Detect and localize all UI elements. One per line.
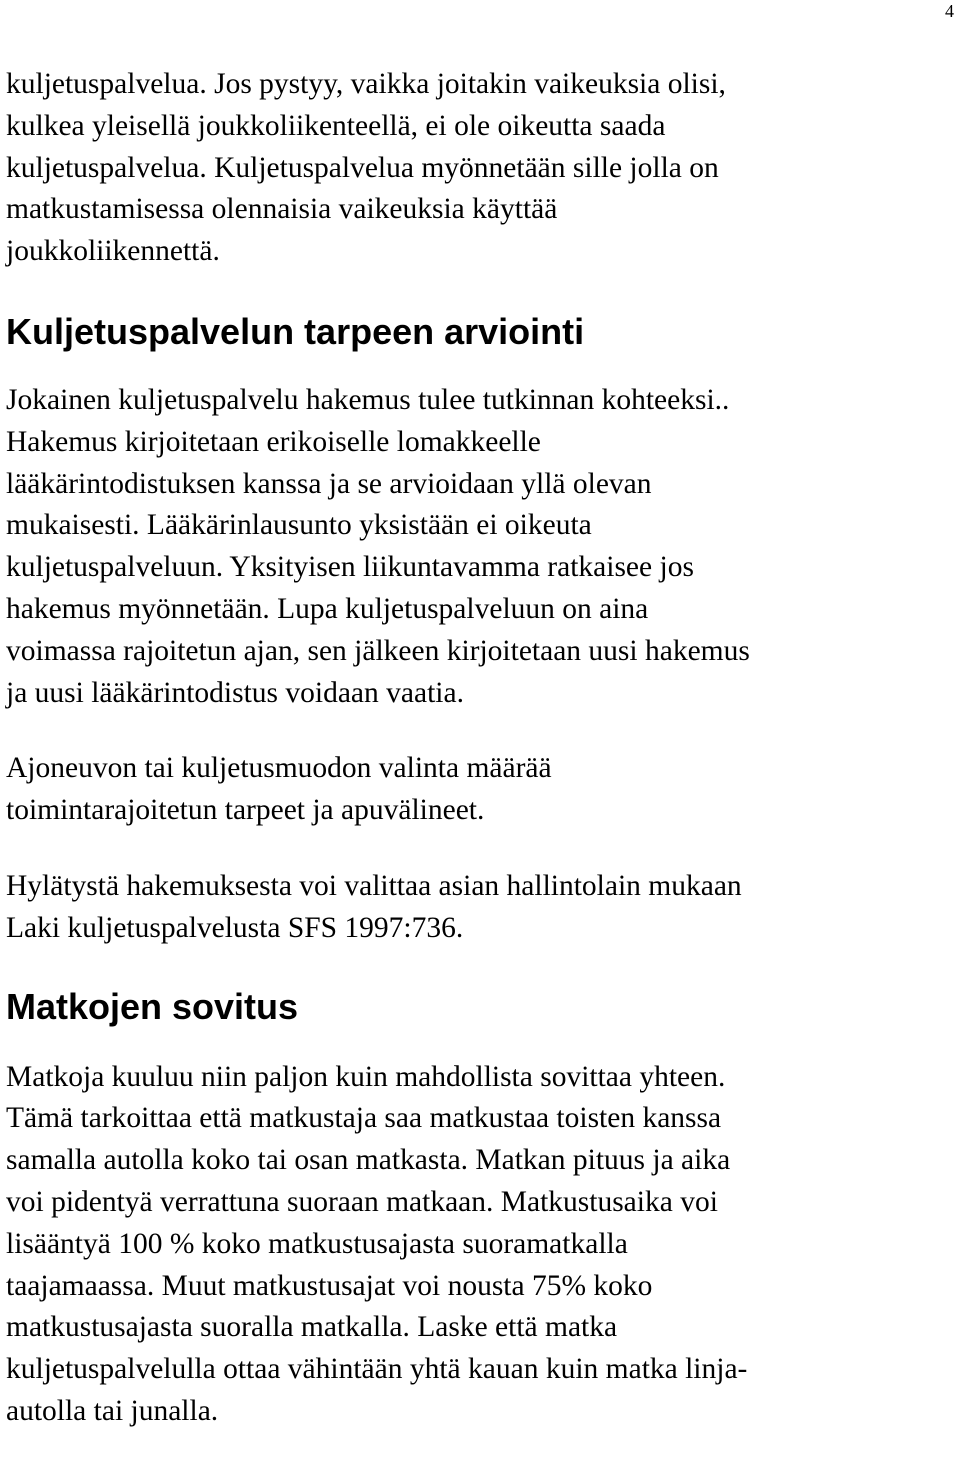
heading-needs-assessment: Kuljetuspalvelun tarpeen arviointi bbox=[6, 310, 585, 352]
document-body bbox=[6, 64, 946, 1433]
appeal-paragraph: Hylätystä hakemuksesta voi valittaa asian hallintolain mukaan Laki kuljetuspalvelusta SFS 1997:736. bbox=[6, 869, 742, 944]
coordination-paragraph: Matkoja kuuluu niin paljon kuin mahdollista sovittaa yhteen. Tämä tarkoittaa että matkustaja saa matkustaa toisten kanssa samalla autolla koko tai osan matkasta. Matkan pituus ja aika voi pidentyä verrattuna suoraan matkaan. Matkustusaika voi lisääntyä 100 % koko matkustusajasta suoramatkalla taajamaassa. Muut matkustusajat voi nousta 75% koko matkustusajasta suoralla matkalla. Laske että matka kuljetuspalvelulla ottaa vähintään yhtä kauan kuin matka linja- autolla tai junalla. bbox=[6, 1060, 748, 1427]
intro-paragraph: kuljetuspalvelua. Jos pystyy, vaikka joitakin vaikeuksia olisi, kulkea yleisellä joukkoliikenteellä, ei ole oikeutta saada kuljetuspalvelua. Kuljetuspalvelua myönnetään sille jolla on matkustamisessa olennaisia vaikeuksia käyttää joukkoliikennettä. bbox=[6, 68, 726, 268]
heading-trip-coordination: Matkojen sovitus bbox=[6, 985, 299, 1027]
page-number: 4 bbox=[945, 1, 954, 21]
assessment-paragraph: Jokainen kuljetuspalvelu hakemus tulee tutkinnan kohteeksi.. Hakemus kirjoitetaan erikoiselle lomakkeelle lääkärintodistuksen kanssa ja se arvioidaan yllä olevan mukaisesti. Lääkärinlausunto yksistään ei oikeuta kuljetuspalveluun. Yksityisen liikuntavamma ratkaisee jos hakemus myönnetään. Lupa kuljetuspalveluun on aina voimassa rajoitetun ajan, sen jälkeen kirjoitetaan uusi hakemus ja uusi lääkärintodistus voidaan vaatia. bbox=[6, 383, 750, 709]
vehicle-paragraph: Ajoneuvon tai kuljetusmuodon valinta määrää toimintarajoitetun tarpeet ja apuvälineet. bbox=[6, 752, 552, 827]
